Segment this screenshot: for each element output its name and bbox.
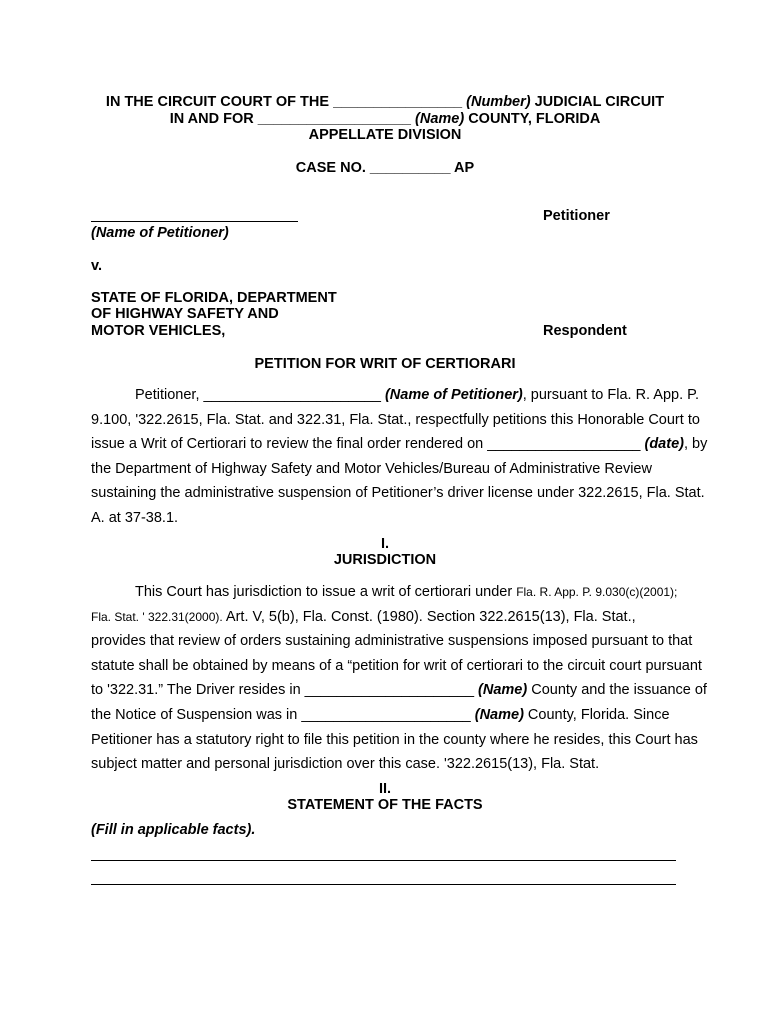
respondent-line-2: OF HIGHWAY SAFETY AND: [91, 306, 279, 322]
section-numeral-1: I.: [380, 536, 390, 552]
court-circuit-text: IN THE CIRCUIT COURT OF THE ________________: [105, 94, 467, 110]
respondent-label: Respondent: [543, 323, 627, 339]
petition-line: sustaining the administrative suspension of Petitioner’s driver license under 322.2615, Fla. Stat.: [91, 485, 705, 502]
facts-blank-line-1[interactable]: [91, 860, 676, 861]
petition-paragraph: [91, 383, 708, 531]
petitioner-label: Petitioner: [543, 208, 610, 224]
jurisdiction-line: This Court has jurisdiction to issue a writ of certiorari under Fla. R. App. P. 9.030(c)(2001);: [135, 584, 678, 600]
court-header-line-2: [0, 111, 770, 127]
facts-heading: STATEMENT OF THE FACTS: [287, 797, 483, 813]
appellate-division: APPELLATE DIVISION: [308, 127, 462, 143]
court-header-line-1: [0, 94, 770, 110]
case-number: CASE NO. __________ AP: [295, 160, 475, 176]
number-hint: (Number): [466, 94, 531, 110]
petition-line: issue a Writ of Certiorari to review the final order rendered on ___________________ (date), by: [91, 436, 708, 453]
facts-blank-line-2[interactable]: [91, 884, 676, 885]
petitioner-signature-line: [91, 221, 298, 222]
jurisdiction-line: statute shall be obtained by means of a “petition for writ of certiorari to the circuit court pursuant: [91, 657, 702, 674]
petition-title: PETITION FOR WRIT OF CERTIORARI: [254, 356, 516, 372]
petitioner-name-hint: (Name of Petitioner): [91, 225, 229, 241]
jurisdiction-heading: JURISDICTION: [333, 552, 437, 568]
jurisdiction-line: provides that review of orders sustaining administrative suspensions imposed pursuant to that: [91, 633, 693, 650]
judicial-circuit-text: JUDICIAL CIRCUIT: [530, 94, 665, 110]
petition-line: Petitioner, ______________________ (Name of Petitioner), pursuant to Fla. R. App. P.: [135, 387, 699, 403]
section-numeral-2: II.: [378, 781, 392, 797]
versus: v.: [91, 258, 103, 274]
county-florida-text: COUNTY, FLORIDA: [464, 111, 601, 127]
petition-line: the Department of Highway Safety and Motor Vehicles/Bureau of Administrative Review: [91, 460, 652, 477]
jurisdiction-paragraph: [91, 580, 707, 777]
facts-instruction: (Fill in applicable facts).: [91, 822, 256, 838]
jurisdiction-line: to '322.31.” The Driver resides in _____________________ (Name) County and the issuance of: [91, 682, 707, 699]
respondent-line-3: MOTOR VEHICLES,: [91, 323, 226, 339]
county-name-hint: (Name): [415, 111, 465, 127]
jurisdiction-line: Petitioner has a statutory right to file this petition in the county where he resides, this Court has: [91, 731, 698, 748]
jurisdiction-line: Fla. Stat. ' 322.31(2000). Art. V, 5(b), Fla. Const. (1980). Section 322.2615(13), Fla. Stat.,: [91, 608, 636, 625]
county-text: IN AND FOR ___________________: [169, 111, 416, 127]
jurisdiction-line: subject matter and personal jurisdiction over this case. '322.2615(13), Fla. Stat.: [91, 756, 600, 773]
petition-line: A. at 37-38.1.: [91, 509, 179, 526]
jurisdiction-line: the Notice of Suspension was in _____________________ (Name) County, Florida. Since: [91, 706, 670, 723]
petition-line: 9.100, '322.2615, Fla. Stat. and 322.31, Fla. Stat., respectfully petitions this Honorable Court to: [91, 411, 700, 428]
respondent-line-1: STATE OF FLORIDA, DEPARTMENT: [91, 290, 337, 306]
